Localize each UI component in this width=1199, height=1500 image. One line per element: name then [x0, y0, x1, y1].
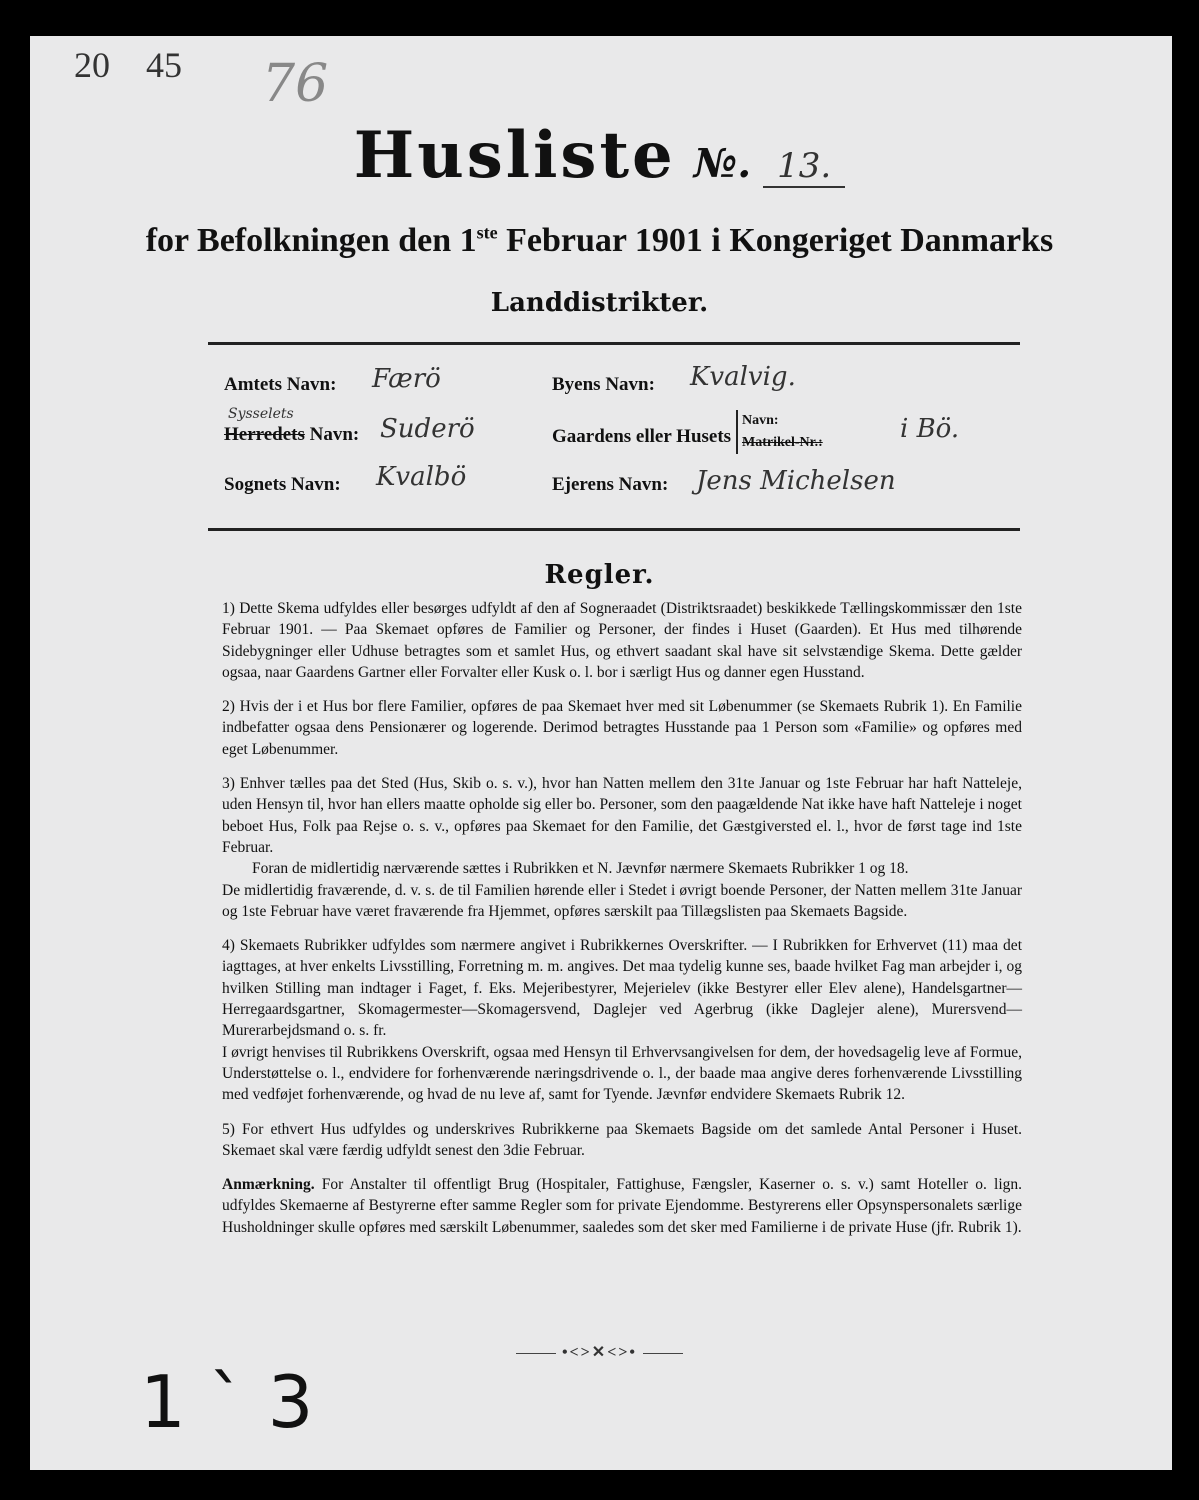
subtitle-pre: for Befolkningen den 1: [145, 222, 477, 259]
ejer-value: Jens Michelsen: [696, 466, 896, 496]
rule-3-note-a: Foran de midlertidig nærværende sættes i Rubrikken et N. Jævnfør nærmere Skemaets Rubrikker 1 og 18.: [252, 860, 909, 878]
rule-4-note: I øvrigt henvises til Rubrikkens Overskrift, ogsaa med Hensyn til Erhvervsangivelsen for dem, der hovedsagelig leve af Formue, Understøttelse o. l., endvidere for forhenværende næringsdrivende o. l., der baade maa angive deres forhenværende Livsstilling med vedføjet forhenværende, og hvad de nu leve af, samt for Tyende. Jævnfør endvidere Skemaets Rubrik 12.: [222, 1043, 1022, 1104]
herred-label-rest: Navn:: [304, 424, 360, 445]
title-number-value: 13.: [763, 146, 845, 188]
syssel-handwritten: Sysselets: [228, 406, 294, 422]
corner-number-1: 20: [74, 45, 110, 85]
remark-text: For Anstalter til offentligt Brug (Hospitaler, Fattighuse, Fængsler, Kaserner o. s. v.) samt Hoteller o. lign. udfyldes Skemaerne af Bestyrerne efter samme Regler som for private Ejendomme. Bestyrerens eller Opsynspersonalets særlige Husholdninger skulle opføres med særskilt Løbenummer, saaledes som det sker med Familierne i de private Huse (jfr. Rubrik 1).: [222, 1176, 1022, 1236]
remark: [222, 1174, 1022, 1238]
form-subtitle-2: Landdistrikter.: [490, 288, 709, 318]
amt-value: Færö: [372, 364, 441, 394]
ornament-line-right: [643, 1353, 683, 1354]
remark-label: Anmærkning.: [222, 1176, 315, 1194]
gaard-matr-label: Matrikel-Nr.:: [742, 435, 823, 450]
herred-label: [224, 424, 359, 446]
gaard-label: Gaardens eller Husets: [552, 426, 732, 447]
ornament-line-left: [516, 1353, 556, 1354]
amt-label: Amtets Navn:: [224, 374, 337, 395]
form-title: [0, 118, 1199, 193]
subtitle-post: Februar 1901 i Kongeriget Danmarks: [497, 222, 1054, 259]
form-subtitle: [0, 222, 1199, 260]
herred-value: Suderö: [380, 414, 475, 444]
corner-number-2: 45: [146, 45, 182, 85]
rule-3: 3) Enhver tælles paa det Sted (Hus, Skib o. s. v.), hvor han Natten mellem den 31te Januar og 1ste Februar har haft Natteleje, uden Hensyn til, hvor han ellers maatte opholde sig eller bo. Personer, som den paagældende Nat ikke have haft Natteleje i noget beboet Hus, Folk paa Rejse o. s. v., opføres paa Skemaet for den Familie, det Gæstgiversted el. l., hvor de først tage ind 1ste Februar.: [222, 775, 1022, 856]
ornament-glyph: •<>✕<>•: [561, 1344, 638, 1361]
bottom-handwritten-mark: 1 ` 3: [140, 1360, 314, 1444]
divider-top: [208, 342, 1020, 345]
subtitle-sup: ste: [476, 222, 498, 243]
gaard-sublabels: [736, 410, 823, 454]
rule-5: 5) For ethvert Hus udfyldes og underskrives Rubrikkerne paa Skemaets Bagside om det samlede Antal Personer i Huset. Skemaet skal være færdig udfyldt senest den 3die Februar.: [222, 1120, 1022, 1159]
rules-body: [222, 598, 1022, 1251]
rule-1: 1) Dette Skema udfyldes eller besørges udfyldt af den af Sogneraadet (Distriktsraadet) beskikkede Tællingskommissær den 1ste Februar 1901. — Paa Skemaet opføres de Familier og Personer, der findes i Huset (Gaarden). Et Hus med tilhørende Sidebygninger eller Udhuse betragtes som et samlet Hus, og ethvert saadant skal have sit selvstændige Skema. Dette gælder ogsaa, naar Gaardens Gartner eller Forvalter eller Kusk o. l. bor i særligt Hus og danner egen Husstand.: [222, 600, 1022, 681]
gaard-navn-label: Navn:: [742, 413, 779, 428]
divider-bottom: [208, 528, 1020, 531]
byen-value: Kvalvig.: [690, 362, 796, 392]
byen-label: Byens Navn:: [552, 374, 655, 395]
rules-heading: Regler.: [544, 560, 655, 590]
title-main: Husliste: [353, 118, 676, 193]
herred-label-struck: Herredets: [224, 424, 305, 445]
gaard-value: i Bö.: [900, 414, 960, 444]
corner-handwritten-number: 76: [262, 54, 329, 114]
ornament-divider: [0, 1342, 1199, 1362]
sogn-label: Sognets Navn:: [224, 474, 341, 495]
title-number-label: №.: [693, 140, 752, 187]
ejer-label: Ejerens Navn:: [552, 474, 669, 495]
rule-2: 2) Hvis der i et Hus bor flere Familier, opføres de paa Skemaet hver med sit Løbenummer (se Skemaets Rubrik 1). En Familie indbefatter ogsaa dens Pensionærer og logerende. Derimod betragtes Husstande paa 1 Person som «Familie» og opføres med eget Løbenummer.: [222, 698, 1022, 758]
sogn-value: Kvalbö: [376, 462, 467, 492]
rule-3-note-b: De midlertidig fraværende, d. v. s. de til Familien hørende eller i Stedet i øvrigt boende Personer, der Natten mellem 31te Januar og 1ste Februar have været fraværende fra Hjemmet, opføres særskilt paa Tillægslisten paa Skemaets Bagside.: [222, 881, 1022, 920]
rule-4: 4) Skemaets Rubrikker udfyldes som nærmere angivet i Rubrikkernes Overskrifter. — I Rubrikken for Erhvervet (11) maa det iagttages, at hver enkelts Livsstilling, Forretning m. m. angives. Det maa tydelig kunne ses, baade hvilket Fag man arbejder i, og hvilken Stilling man indtager i Faget, f. Eks. Mejeribestyrer, Mejerielev (ikke Bestyrer eller Elev alene), Handelsgartner—Herregaardsgartner, Skomagermester—Skomagersvend, Daglejer ved Agerbrug (ikke Daglejer alene), Murersvend—Murerarbejdsmand o. s. fr.: [222, 937, 1022, 1040]
